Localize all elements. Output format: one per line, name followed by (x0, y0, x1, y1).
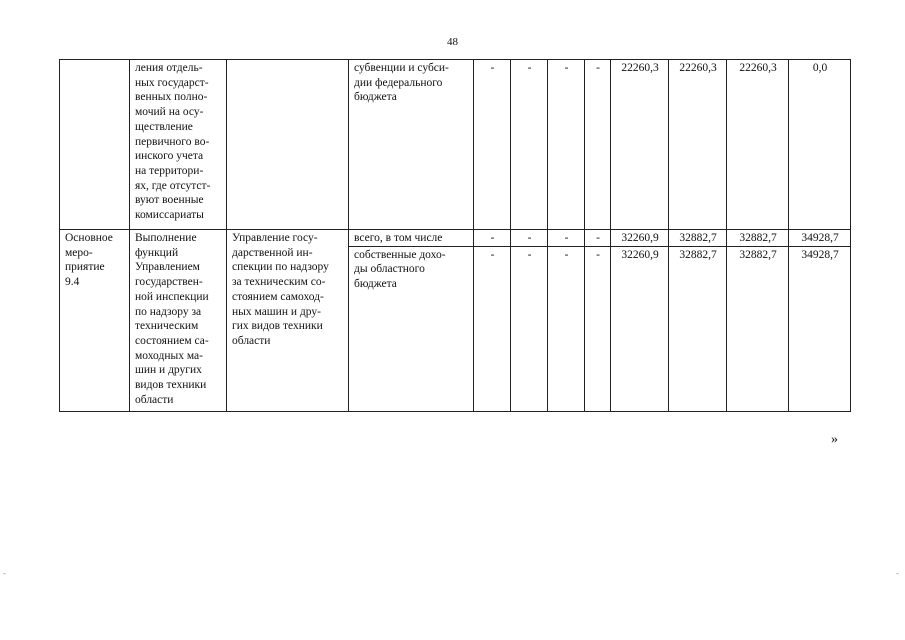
funding-source-cell: собственные дохо- ды областного бюджета (349, 246, 474, 411)
value-cell: - (511, 60, 548, 230)
measure-name-cell (60, 60, 130, 230)
table-row (60, 230, 851, 247)
value-cell: - (585, 230, 611, 247)
value-cell: - (511, 246, 548, 411)
executor-cell: Управление госу- дарственной ин- спекции по надзору за техническим со- стоянием самоход- ных машин и дру- гих видов техники области (227, 230, 349, 412)
value-cell: - (474, 246, 511, 411)
value-cell: 32882,7 (727, 246, 789, 411)
value-cell: - (585, 246, 611, 411)
value-cell: 34928,7 (789, 246, 851, 411)
value-cell: - (511, 230, 548, 247)
scan-edge-mark-left: - (3, 568, 6, 578)
measure-title-cell: Выполнение функций Управлением государствен- ной инспекции по надзору за техническим состоянием са- моходных ма- шин и других видов техники области (130, 230, 227, 412)
value-cell: 32882,7 (727, 230, 789, 247)
value-cell: - (474, 60, 511, 230)
value-cell: - (548, 246, 585, 411)
value-cell: 0,0 (789, 60, 851, 230)
scan-edge-mark-right: - (896, 568, 899, 578)
value-cell: - (548, 230, 585, 247)
value-cell: 32260,9 (611, 246, 669, 411)
value-cell: - (474, 230, 511, 247)
value-cell: 34928,7 (789, 230, 851, 247)
measure-name-cell: Основное меро- приятие 9.4 (60, 230, 130, 412)
page-number: 48 (447, 36, 458, 48)
budget-table (59, 59, 851, 412)
value-cell: 32260,9 (611, 230, 669, 247)
value-cell: 32882,7 (669, 246, 727, 411)
value-cell: - (585, 60, 611, 230)
measure-title-cell: ления отдель- ных государст- венных полно- мочий на осу- ществление первичного во- инского учета на территори- ях, где отсутст- вуют военные комиссариаты (130, 60, 227, 230)
table-row (60, 60, 851, 230)
executor-cell (227, 60, 349, 230)
closing-quote: » (831, 432, 838, 447)
value-cell: 32882,7 (669, 230, 727, 247)
funding-source-cell: субвенции и субси- дии федерального бюджета (349, 60, 474, 230)
value-cell: - (548, 60, 585, 230)
value-cell: 22260,3 (727, 60, 789, 230)
value-cell: 22260,3 (669, 60, 727, 230)
funding-source-cell: всего, в том числе (349, 230, 474, 247)
value-cell: 22260,3 (611, 60, 669, 230)
